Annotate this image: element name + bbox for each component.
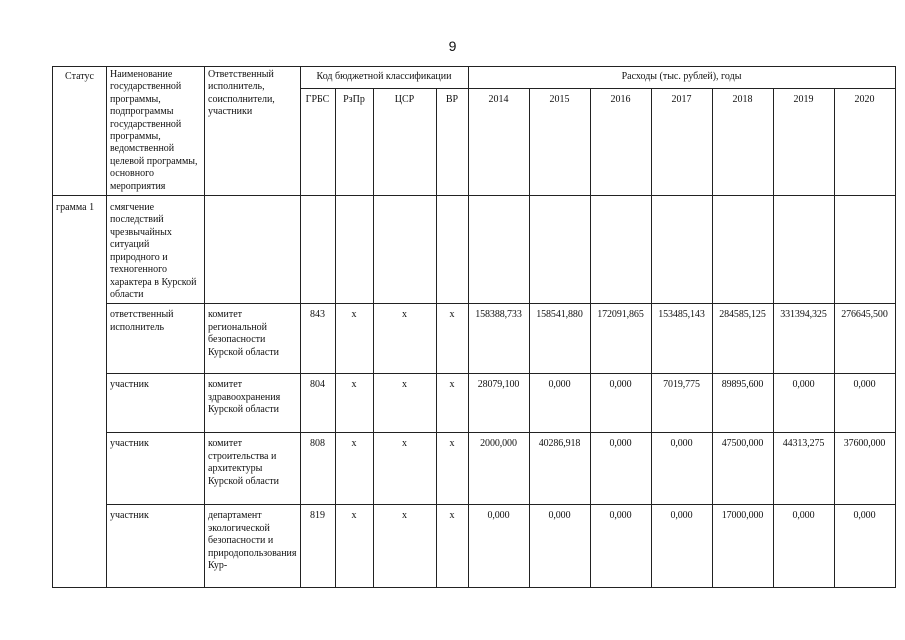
header-year-2020: 2020 — [834, 88, 895, 196]
row-value-2014: 2000,000 — [468, 433, 529, 505]
row-csr: х — [373, 374, 436, 433]
row-value-2020: 37600,000 — [834, 433, 895, 505]
program-name: смягчение последствий чрезвычайных ситуаций природного и техногенного характера в Курской области — [107, 196, 205, 304]
row-rzpr: х — [335, 304, 373, 374]
row-value-2017: 153485,143 — [651, 304, 712, 374]
row-org: комитет строительства и архитектуры Курской области — [205, 433, 301, 505]
row-value-2015: 0,000 — [529, 505, 590, 588]
program-cell — [335, 196, 373, 304]
header-responsible: Ответственный исполнитель, соисполнители, участники — [205, 67, 301, 196]
row-value-2017: 0,000 — [651, 505, 712, 588]
row-value-2019: 44313,275 — [773, 433, 834, 505]
row-rzpr: х — [335, 433, 373, 505]
row-role: участник — [107, 433, 205, 505]
table-row — [53, 304, 896, 374]
budget-table — [52, 66, 896, 588]
program-cell — [300, 196, 335, 304]
header-rzpr: РзПр — [335, 88, 373, 196]
header-year-2019: 2019 — [773, 88, 834, 196]
row-grbs: 843 — [300, 304, 335, 374]
row-value-2018: 89895,600 — [712, 374, 773, 433]
row-value-2018: 47500,000 — [712, 433, 773, 505]
program-cell — [205, 196, 301, 304]
row-value-2015: 158541,880 — [529, 304, 590, 374]
row-value-2015: 0,000 — [529, 374, 590, 433]
program-cell — [373, 196, 436, 304]
row-role: участник — [107, 374, 205, 433]
row-value-2020: 276645,500 — [834, 304, 895, 374]
row-vr: х — [436, 304, 468, 374]
row-csr: х — [373, 505, 436, 588]
row-grbs: 804 — [300, 374, 335, 433]
row-value-2019: 331394,325 — [773, 304, 834, 374]
row-org: комитет здравоохранения Курской области — [205, 374, 301, 433]
row-vr: х — [436, 433, 468, 505]
row-value-2018: 17000,000 — [712, 505, 773, 588]
table-row — [53, 433, 896, 505]
header-row-1 — [53, 67, 896, 89]
program-cell — [590, 196, 651, 304]
header-status: Статус — [53, 67, 107, 196]
header-vr: ВР — [436, 88, 468, 196]
table-row — [53, 374, 896, 433]
row-value-2016: 172091,865 — [590, 304, 651, 374]
program-cell — [436, 196, 468, 304]
program-status: грамма 1 — [53, 196, 107, 588]
program-cell — [468, 196, 529, 304]
row-org: департамент экологической безопасности и природопользования Кур- — [205, 505, 301, 588]
program-cell — [773, 196, 834, 304]
row-rzpr: х — [335, 505, 373, 588]
program-row — [53, 196, 896, 304]
row-role: ответственный исполнитель — [107, 304, 205, 374]
row-value-2016: 0,000 — [590, 505, 651, 588]
row-value-2014: 0,000 — [468, 505, 529, 588]
row-value-2014: 28079,100 — [468, 374, 529, 433]
program-cell — [651, 196, 712, 304]
row-vr: х — [436, 374, 468, 433]
row-value-2020: 0,000 — [834, 374, 895, 433]
row-vr: х — [436, 505, 468, 588]
row-value-2019: 0,000 — [773, 374, 834, 433]
row-csr: х — [373, 304, 436, 374]
row-value-2016: 0,000 — [590, 433, 651, 505]
page-number: 9 — [448, 38, 457, 54]
program-cell — [834, 196, 895, 304]
row-value-2017: 7019,775 — [651, 374, 712, 433]
row-role: участник — [107, 505, 205, 588]
header-expenses: Расходы (тыс. рублей), годы — [468, 67, 895, 89]
header-grbs: ГРБС — [300, 88, 335, 196]
header-year-2018: 2018 — [712, 88, 773, 196]
row-grbs: 819 — [300, 505, 335, 588]
row-value-2014: 158388,733 — [468, 304, 529, 374]
header-name: Наименование государственной программы, подпрограммы государственной программы, ведомственной целевой программы, основного мероприятия — [107, 67, 205, 196]
header-csr: ЦСР — [373, 88, 436, 196]
row-rzpr: х — [335, 374, 373, 433]
program-cell — [712, 196, 773, 304]
row-value-2019: 0,000 — [773, 505, 834, 588]
row-value-2017: 0,000 — [651, 433, 712, 505]
row-csr: х — [373, 433, 436, 505]
row-value-2018: 284585,125 — [712, 304, 773, 374]
row-value-2015: 40286,918 — [529, 433, 590, 505]
header-year-2017: 2017 — [651, 88, 712, 196]
row-grbs: 808 — [300, 433, 335, 505]
row-value-2016: 0,000 — [590, 374, 651, 433]
program-cell — [529, 196, 590, 304]
header-budget-code: Код бюджетной классификации — [300, 67, 468, 89]
header-year-2014: 2014 — [468, 88, 529, 196]
row-org: комитет региональной безопасности Курской области — [205, 304, 301, 374]
row-value-2020: 0,000 — [834, 505, 895, 588]
table-row — [53, 505, 896, 588]
header-year-2016: 2016 — [590, 88, 651, 196]
header-year-2015: 2015 — [529, 88, 590, 196]
